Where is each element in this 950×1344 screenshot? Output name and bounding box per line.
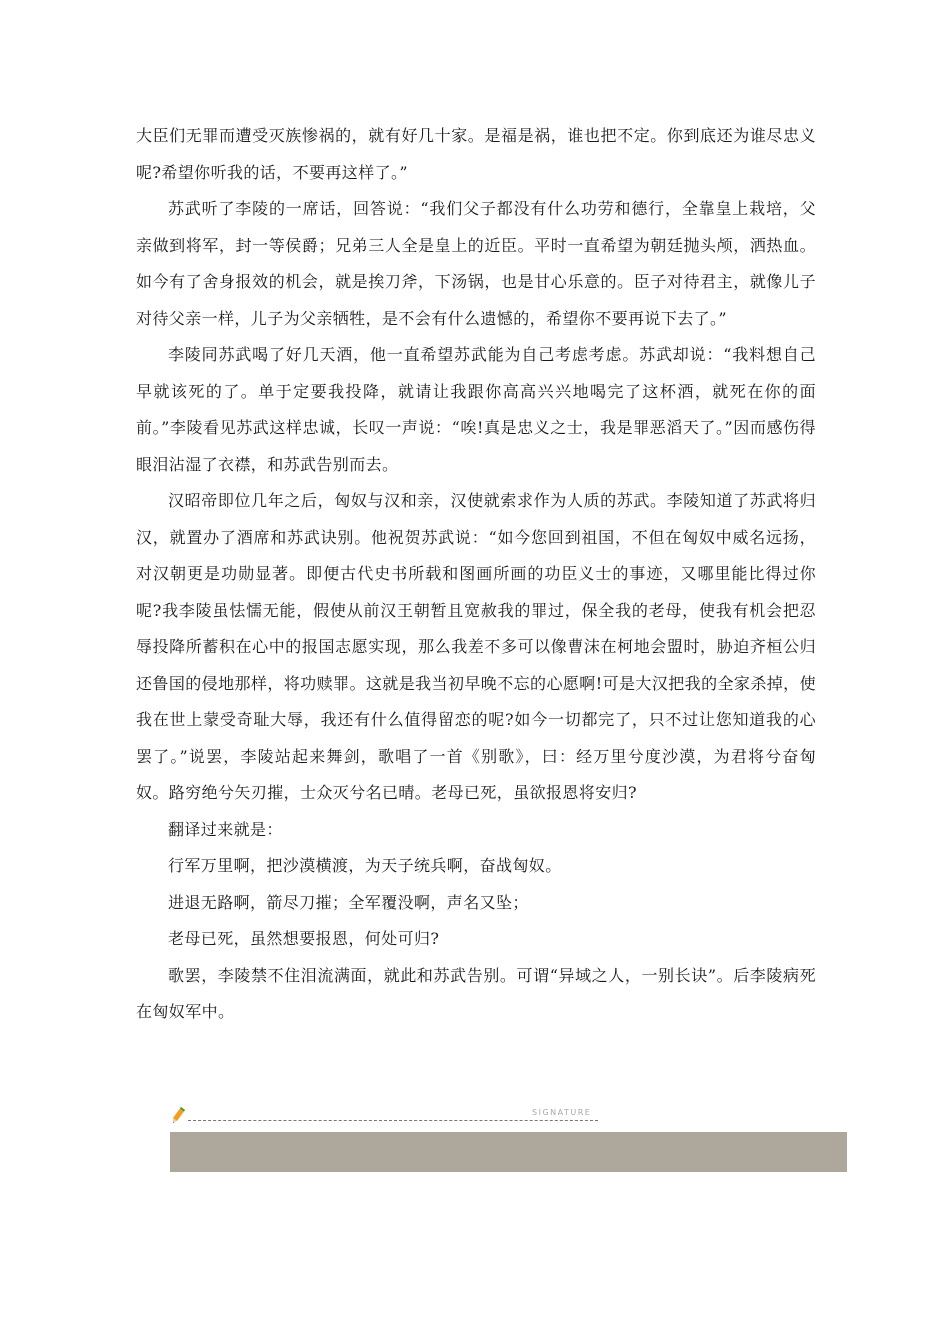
verse-line-2: 进退无路啊，箭尽刀摧；全军覆没啊，声名又坠； <box>168 892 529 912</box>
paragraph-3: 李陵同苏武喝了好几天酒，他一直希望苏武能为自己考虑考虑。苏武却说：“我料想自己早就该死的了。单于定要我投降，就请让我跟你高高兴兴地喝完了这杯酒，就死在你的面前。”李陵看见苏武这样忠诚，长叹一声说：“唉!真是忠义之士，我是罪恶滔天了。”因而感伤得眼泪沾湿了衣襟，和苏武告别而去。 <box>136 345 816 474</box>
verse-line-1: 行军万里啊，把沙漠横渡，为天子统兵啊，奋战匈奴。 <box>168 856 562 875</box>
document-body <box>136 118 816 1031</box>
paragraph-closing: 歌罢，李陵禁不住泪流满面，就此和苏武告别。可谓“异域之人，一别长诀”。后李陵病死在匈奴军中。 <box>136 965 816 1021</box>
paragraph-2: 苏武听了李陵的一席话，回答说：“我们父子都没有什么功劳和德行，全靠皇上栽培，父亲做到将军，封一等侯爵；兄弟三人全是皇上的近臣。平时一直希望为朝廷抛头颅，洒热血。如今有了舍身报效的机会，就是挨刀斧，下汤锅，也是甘心乐意的。臣子对待君主，就像儿子对待父亲一样，儿子为父亲牺牲，是不会有什么遗憾的，希望你不要再说下去了。” <box>136 199 816 328</box>
signature-line <box>172 1106 852 1128</box>
paragraph-1: 大臣们无罪而遭受灭族惨祸的，就有好几十家。是福是祸，谁也把不定。你到底还为谁尽忠义呢?希望你听我的话，不要再这样了。” <box>136 126 816 182</box>
signature-box <box>170 1132 847 1172</box>
paragraph-translation-intro: 翻译过来就是： <box>168 819 283 839</box>
paragraph-4: 汉昭帝即位几年之后，匈奴与汉和亲，汉使就索求作为人质的苏武。李陵知道了苏武将归汉，就置办了酒席和苏武诀别。他祝贺苏武说：“如今您回到祖国，不但在匈奴中威名远扬，对汉朝更是功勋显著。即便古代史书所载和图画所画的功臣义士的事迹，又哪里能比得过你呢?我李陵虽怯懦无能，假使从前汉王朝暂且宽赦我的罪过，保全我的老母，使我有机会把忍辱投降所蓄积在心中的报国志愿实现，那么我差不多可以像曹沫在柯地会盟时，胁迫齐桓公归还鲁国的侵地那样，将功赎罪。这就是我当初早晚不忘的心愿啊!可是大汉把我的全家杀掉，使我在世上蒙受奇耻大辱，我还有什么值得留恋的呢?如今一切都完了，只不过让您知道我的心罢了。”说罢，李陵站起来舞剑，歌唱了一首《别歌》，曰：经万里兮度沙漠，为君将兮奋匈奴。路穷绝兮矢刃摧，士众灭兮名已晴。老母已死，虽欲报恩将安归? <box>136 491 816 802</box>
signature-dashed-rule <box>188 1120 598 1121</box>
pencil-icon <box>172 1106 186 1124</box>
verse-line-3: 老母已死，虽然想要报恩，何处可归? <box>168 929 440 948</box>
signature-label: SIGNATURE <box>532 1108 592 1117</box>
